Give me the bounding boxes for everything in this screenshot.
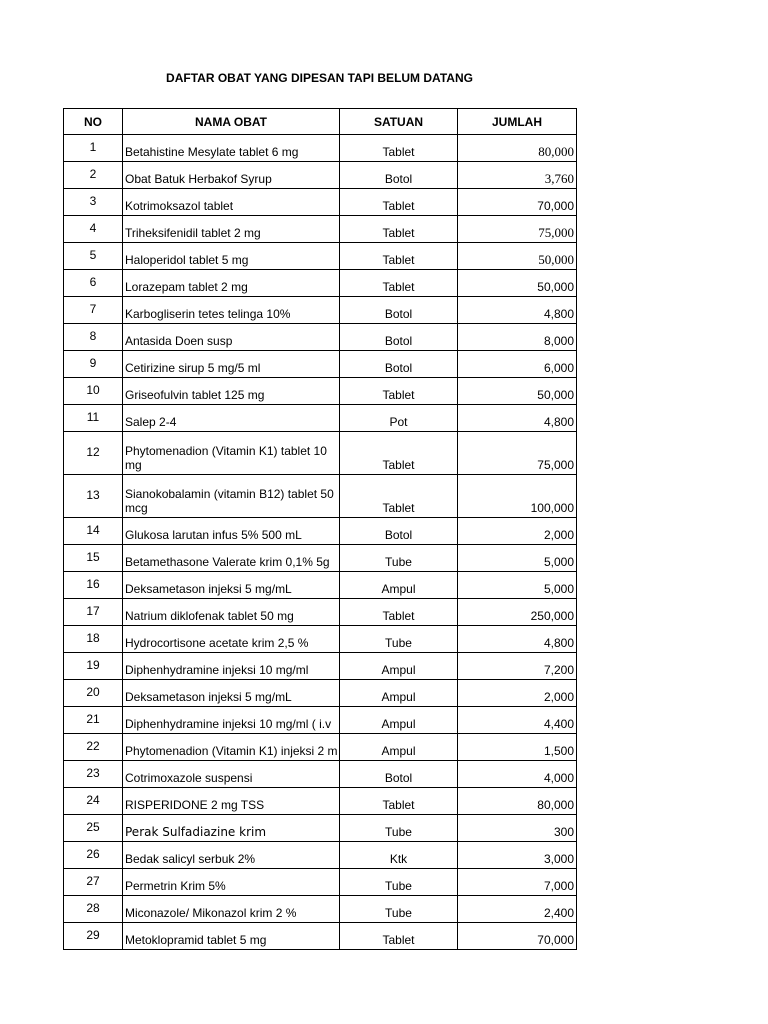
- table-row: [64, 135, 577, 162]
- cell-nama-obat: Deksametason injeksi 5 mg/mL: [123, 680, 340, 707]
- cell-no: 1: [64, 135, 123, 162]
- table-row: [64, 653, 577, 680]
- cell-no: 21: [64, 707, 123, 734]
- table-row: [64, 243, 577, 270]
- table-row: [64, 572, 577, 599]
- cell-satuan: Tablet: [340, 378, 458, 405]
- table-row: [64, 734, 577, 761]
- cell-no: 17: [64, 599, 123, 626]
- table-row: [64, 324, 577, 351]
- cell-jumlah: 5,000: [458, 545, 577, 572]
- medicine-table: [63, 108, 577, 950]
- cell-nama-obat: Kotrimoksazol tablet: [123, 189, 340, 216]
- cell-jumlah: 4,000: [458, 761, 577, 788]
- header-no: NO: [64, 109, 123, 135]
- cell-satuan: Tube: [340, 626, 458, 653]
- cell-nama-obat: Phytomenadion (Vitamin K1) injeksi 2 m: [123, 734, 340, 761]
- cell-satuan: Tube: [340, 896, 458, 923]
- cell-no: 19: [64, 653, 123, 680]
- table-row: [64, 518, 577, 545]
- cell-no: 22: [64, 734, 123, 761]
- table-row: [64, 378, 577, 405]
- cell-jumlah: 5,000: [458, 572, 577, 599]
- cell-jumlah: 75,000: [458, 432, 577, 475]
- table-row: [64, 270, 577, 297]
- cell-no: 26: [64, 842, 123, 869]
- table-row: [64, 788, 577, 815]
- cell-nama-obat: Diphenhydramine injeksi 10 mg/ml ( i.v: [123, 707, 340, 734]
- cell-nama-obat: Cetirizine sirup 5 mg/5 ml: [123, 351, 340, 378]
- cell-nama-obat: Haloperidol tablet 5 mg: [123, 243, 340, 270]
- cell-jumlah: 7,200: [458, 653, 577, 680]
- cell-no: 20: [64, 680, 123, 707]
- cell-jumlah: 70,000: [458, 189, 577, 216]
- table-header-row: [64, 109, 577, 135]
- cell-jumlah: 50,000: [458, 270, 577, 297]
- cell-satuan: Tube: [340, 815, 458, 842]
- cell-nama-obat: Antasida Doen susp: [123, 324, 340, 351]
- table-row: [64, 896, 577, 923]
- table-row: [64, 680, 577, 707]
- table-row: [64, 351, 577, 378]
- table-row: [64, 707, 577, 734]
- cell-nama-obat: Bedak salicyl serbuk 2%: [123, 842, 340, 869]
- table-row: [64, 475, 577, 518]
- cell-no: 11: [64, 405, 123, 432]
- table-row: [64, 216, 577, 243]
- cell-jumlah: 8,000: [458, 324, 577, 351]
- header-nama-obat: NAMA OBAT: [123, 109, 340, 135]
- cell-no: 25: [64, 815, 123, 842]
- cell-satuan: Pot: [340, 405, 458, 432]
- cell-satuan: Tablet: [340, 432, 458, 475]
- cell-jumlah: 100,000: [458, 475, 577, 518]
- cell-no: 9: [64, 351, 123, 378]
- cell-satuan: Ampul: [340, 734, 458, 761]
- cell-no: 27: [64, 869, 123, 896]
- cell-no: 10: [64, 378, 123, 405]
- table-row: [64, 869, 577, 896]
- cell-nama-obat: Phytomenadion (Vitamin K1) tablet 10 mg: [123, 432, 340, 475]
- table-row: [64, 189, 577, 216]
- cell-satuan: Botol: [340, 162, 458, 189]
- cell-no: 24: [64, 788, 123, 815]
- cell-satuan: Botol: [340, 518, 458, 545]
- table-row: [64, 297, 577, 324]
- cell-nama-obat: Permetrin Krim 5%: [123, 869, 340, 896]
- cell-nama-obat: Betamethasone Valerate krim 0,1% 5g: [123, 545, 340, 572]
- cell-nama-obat: Miconazole/ Mikonazol krim 2 %: [123, 896, 340, 923]
- table-row: [64, 405, 577, 432]
- cell-jumlah: 4,800: [458, 297, 577, 324]
- cell-nama-obat: Obat Batuk Herbakof Syrup: [123, 162, 340, 189]
- cell-jumlah: 7,000: [458, 869, 577, 896]
- cell-no: 6: [64, 270, 123, 297]
- cell-no: 12: [64, 432, 123, 475]
- cell-jumlah: 50,000: [458, 243, 577, 270]
- cell-satuan: Ktk: [340, 842, 458, 869]
- cell-no: 15: [64, 545, 123, 572]
- cell-satuan: Ampul: [340, 707, 458, 734]
- cell-jumlah: 1,500: [458, 734, 577, 761]
- cell-nama-obat: RISPERIDONE 2 mg TSS: [123, 788, 340, 815]
- cell-satuan: Tablet: [340, 923, 458, 950]
- cell-nama-obat: Karbogliserin tetes telinga 10%: [123, 297, 340, 324]
- cell-satuan: Ampul: [340, 572, 458, 599]
- cell-nama-obat: Cotrimoxazole suspensi: [123, 761, 340, 788]
- cell-no: 18: [64, 626, 123, 653]
- cell-no: 14: [64, 518, 123, 545]
- cell-nama-obat: Metoklopramid tablet 5 mg: [123, 923, 340, 950]
- cell-no: 2: [64, 162, 123, 189]
- cell-satuan: Tablet: [340, 599, 458, 626]
- table-row: [64, 842, 577, 869]
- cell-no: 4: [64, 216, 123, 243]
- cell-jumlah: 3,000: [458, 842, 577, 869]
- cell-satuan: Tablet: [340, 135, 458, 162]
- cell-nama-obat: Natrium diklofenak tablet 50 mg: [123, 599, 340, 626]
- cell-no: 28: [64, 896, 123, 923]
- cell-nama-obat: Hydrocortisone acetate krim 2,5 %: [123, 626, 340, 653]
- cell-nama-obat: Triheksifenidil tablet 2 mg: [123, 216, 340, 243]
- cell-satuan: Tube: [340, 545, 458, 572]
- cell-satuan: Tablet: [340, 189, 458, 216]
- cell-jumlah: 300: [458, 815, 577, 842]
- cell-satuan: Botol: [340, 351, 458, 378]
- cell-jumlah: 2,000: [458, 518, 577, 545]
- cell-nama-obat: Betahistine Mesylate tablet 6 mg: [123, 135, 340, 162]
- cell-satuan: Tube: [340, 869, 458, 896]
- cell-satuan: Tablet: [340, 788, 458, 815]
- cell-nama-obat: Sianokobalamin (vitamin B12) tablet 50 mcg: [123, 475, 340, 518]
- cell-nama-obat: Griseofulvin tablet 125 mg: [123, 378, 340, 405]
- cell-nama-obat: Perak Sulfadiazine krim: [123, 815, 340, 842]
- cell-jumlah: 2,400: [458, 896, 577, 923]
- cell-no: 16: [64, 572, 123, 599]
- header-jumlah: JUMLAH: [458, 109, 577, 135]
- cell-nama-obat: Glukosa larutan infus 5% 500 mL: [123, 518, 340, 545]
- cell-jumlah: 4,800: [458, 626, 577, 653]
- table-row: [64, 761, 577, 788]
- table-row: [64, 815, 577, 842]
- cell-jumlah: 4,800: [458, 405, 577, 432]
- cell-jumlah: 250,000: [458, 599, 577, 626]
- cell-satuan: Tablet: [340, 475, 458, 518]
- cell-satuan: Tablet: [340, 243, 458, 270]
- cell-no: 29: [64, 923, 123, 950]
- cell-jumlah: 4,400: [458, 707, 577, 734]
- cell-nama-obat: Diphenhydramine injeksi 10 mg/ml: [123, 653, 340, 680]
- cell-no: 3: [64, 189, 123, 216]
- cell-satuan: Botol: [340, 324, 458, 351]
- table-row: [64, 626, 577, 653]
- table-row: [64, 599, 577, 626]
- cell-nama-obat: Salep 2-4: [123, 405, 340, 432]
- cell-satuan: Botol: [340, 761, 458, 788]
- header-satuan: SATUAN: [340, 109, 458, 135]
- cell-jumlah: 70,000: [458, 923, 577, 950]
- cell-jumlah: 75,000: [458, 216, 577, 243]
- cell-jumlah: 80,000: [458, 135, 577, 162]
- cell-no: 13: [64, 475, 123, 518]
- cell-satuan: Tablet: [340, 216, 458, 243]
- cell-jumlah: 2,000: [458, 680, 577, 707]
- table-row: [64, 923, 577, 950]
- cell-jumlah: 50,000: [458, 378, 577, 405]
- cell-nama-obat: Deksametason injeksi 5 mg/mL: [123, 572, 340, 599]
- cell-nama-obat: Lorazepam tablet 2 mg: [123, 270, 340, 297]
- cell-no: 23: [64, 761, 123, 788]
- cell-no: 8: [64, 324, 123, 351]
- cell-satuan: Botol: [340, 297, 458, 324]
- table-row: [64, 432, 577, 475]
- cell-jumlah: 6,000: [458, 351, 577, 378]
- cell-jumlah: 80,000: [458, 788, 577, 815]
- table-row: [64, 545, 577, 572]
- cell-jumlah: 3,760: [458, 162, 577, 189]
- cell-no: 5: [64, 243, 123, 270]
- table-row: [64, 162, 577, 189]
- cell-satuan: Tablet: [340, 270, 458, 297]
- cell-no: 7: [64, 297, 123, 324]
- cell-satuan: Ampul: [340, 680, 458, 707]
- page-title: DAFTAR OBAT YANG DIPESAN TAPI BELUM DATANG: [166, 71, 473, 85]
- cell-satuan: Ampul: [340, 653, 458, 680]
